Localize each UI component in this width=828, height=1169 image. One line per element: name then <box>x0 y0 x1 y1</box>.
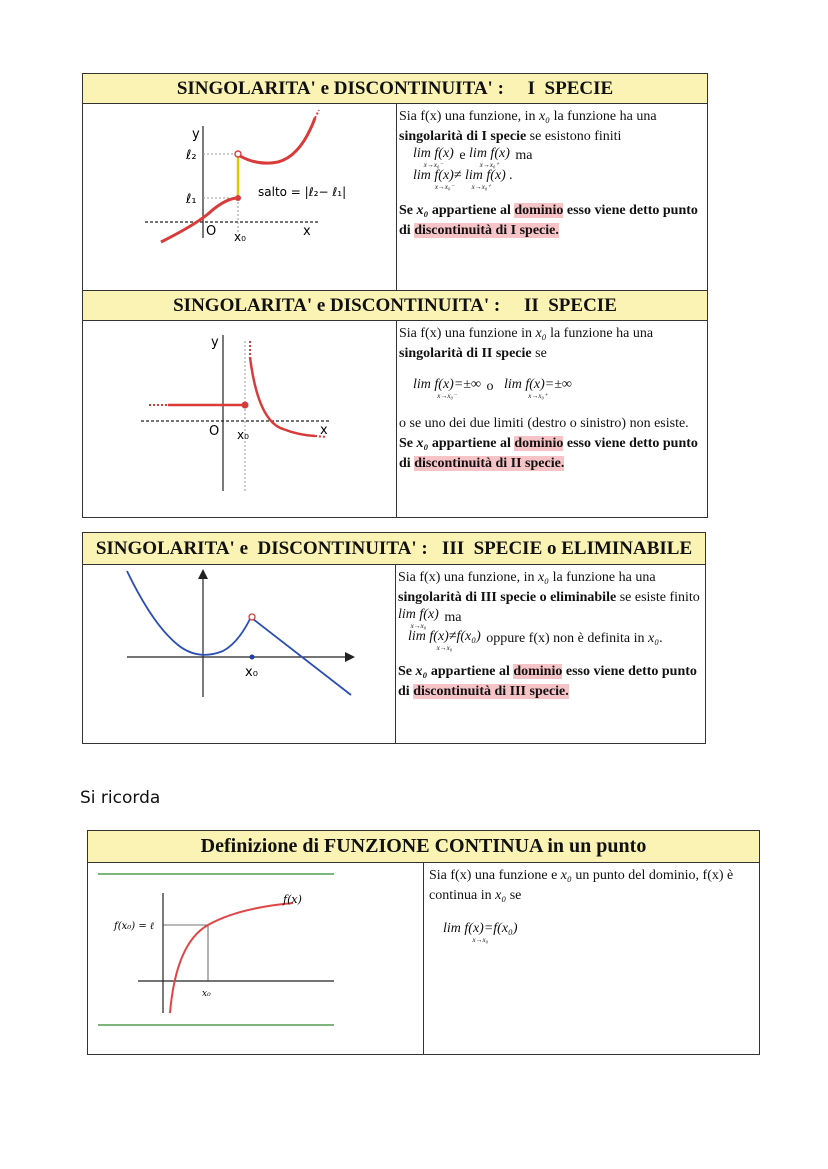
left-branch <box>127 571 250 655</box>
section-second-species <box>82 290 708 518</box>
fx-label: f(x) <box>283 893 302 906</box>
conclusion: discontinuità di I specie. <box>414 223 559 238</box>
x0-label: x₀ <box>202 989 211 999</box>
hollow-point <box>249 614 255 620</box>
section-title: SINGOLARITA' e DISCONTINUITA' : II SPECIE <box>83 291 707 321</box>
section-third-species <box>82 532 706 744</box>
conclusion: discontinuità di III specie. <box>413 684 569 699</box>
section-title: Definizione di FUNZIONE CONTINUA in un punto <box>88 831 759 863</box>
l1-label: ℓ₁ <box>186 192 197 207</box>
filled-point <box>242 402 249 409</box>
text-panel: Sia f(x) una funzione, in x₀ la funzione ha una singolarità di III specie o eliminabile se esiste finito lim f(x) x→x₀ ma lim f(x)≠f(x₀) x→x₀ oppure f(x) non è definita in x₀. Se x₀ appartiene al dominio esso viene detto punto di discontinuità di III specie. <box>398 570 700 699</box>
hollow-point <box>235 151 241 157</box>
figure-infinite-discontinuity <box>83 321 397 517</box>
conclusion: discontinuità di II specie. <box>414 456 565 471</box>
filled-point <box>250 655 255 660</box>
reminder-label: Si ricorda <box>80 788 161 808</box>
section-title: SINGOLARITA' e DISCONTINUITA' : III SPECIE o ELIMINABILE <box>83 533 705 565</box>
text-panel: Sia f(x) una funzione in x₀ la funzione ha una singolarità di II specie se lim f(x)=±∞ x→x₀⁻ o lim f(x)=±∞ x→x₀⁺ o se uno dei due limiti (destro o sinistro) non esiste. Se x₀ appartiene al dominio esso viene detto punto di discontinuità di II specie. <box>399 326 698 471</box>
section-first-species <box>82 73 708 291</box>
figure-removable-discontinuity <box>83 565 396 743</box>
x0-label: x₀ <box>234 230 246 244</box>
right-branch <box>250 357 315 436</box>
fx0-label: f(x₀) = ℓ <box>114 921 155 932</box>
origin-label: O <box>209 424 220 439</box>
figure-jump-discontinuity <box>83 104 397 290</box>
filled-point <box>235 195 241 201</box>
left-branch <box>161 198 236 242</box>
section-title: SINGOLARITA' e DISCONTINUITA' : I SPECIE <box>83 74 707 104</box>
origin-label: O <box>206 224 217 239</box>
salto-label: salto = |ℓ₂− ℓ₁| <box>258 185 347 199</box>
l2-label: ℓ₂ <box>186 148 197 163</box>
figure-continuous-function <box>88 863 424 1054</box>
x-label: x <box>303 224 311 239</box>
y-label: y <box>192 127 200 142</box>
x0-label: x₀ <box>245 665 258 680</box>
y-label: y <box>211 335 219 350</box>
text-panel: Sia f(x) una funzione e x₀ un punto del dominio, f(x) è continua in x₀ se lim f(x)=f(x₀) x→x₀ <box>429 868 734 944</box>
section-continuous-function <box>87 830 760 1055</box>
function-curve <box>170 903 293 1013</box>
text-panel: Sia f(x) una funzione, in x₀ la funzione ha una singolarità di I specie se esistono finiti lim f(x) x→x₀⁻ e lim f(x) x→x₀⁺ ma lim f(x)≠ lim f(x) . x→x₀⁻ x→x₀⁺ Se x₀ appartiene al dominio esso viene detto punto di discontinuità di I specie. <box>399 109 698 238</box>
x0-label: x₀ <box>237 428 249 442</box>
right-branch <box>240 118 315 163</box>
x-label: x <box>320 423 328 438</box>
